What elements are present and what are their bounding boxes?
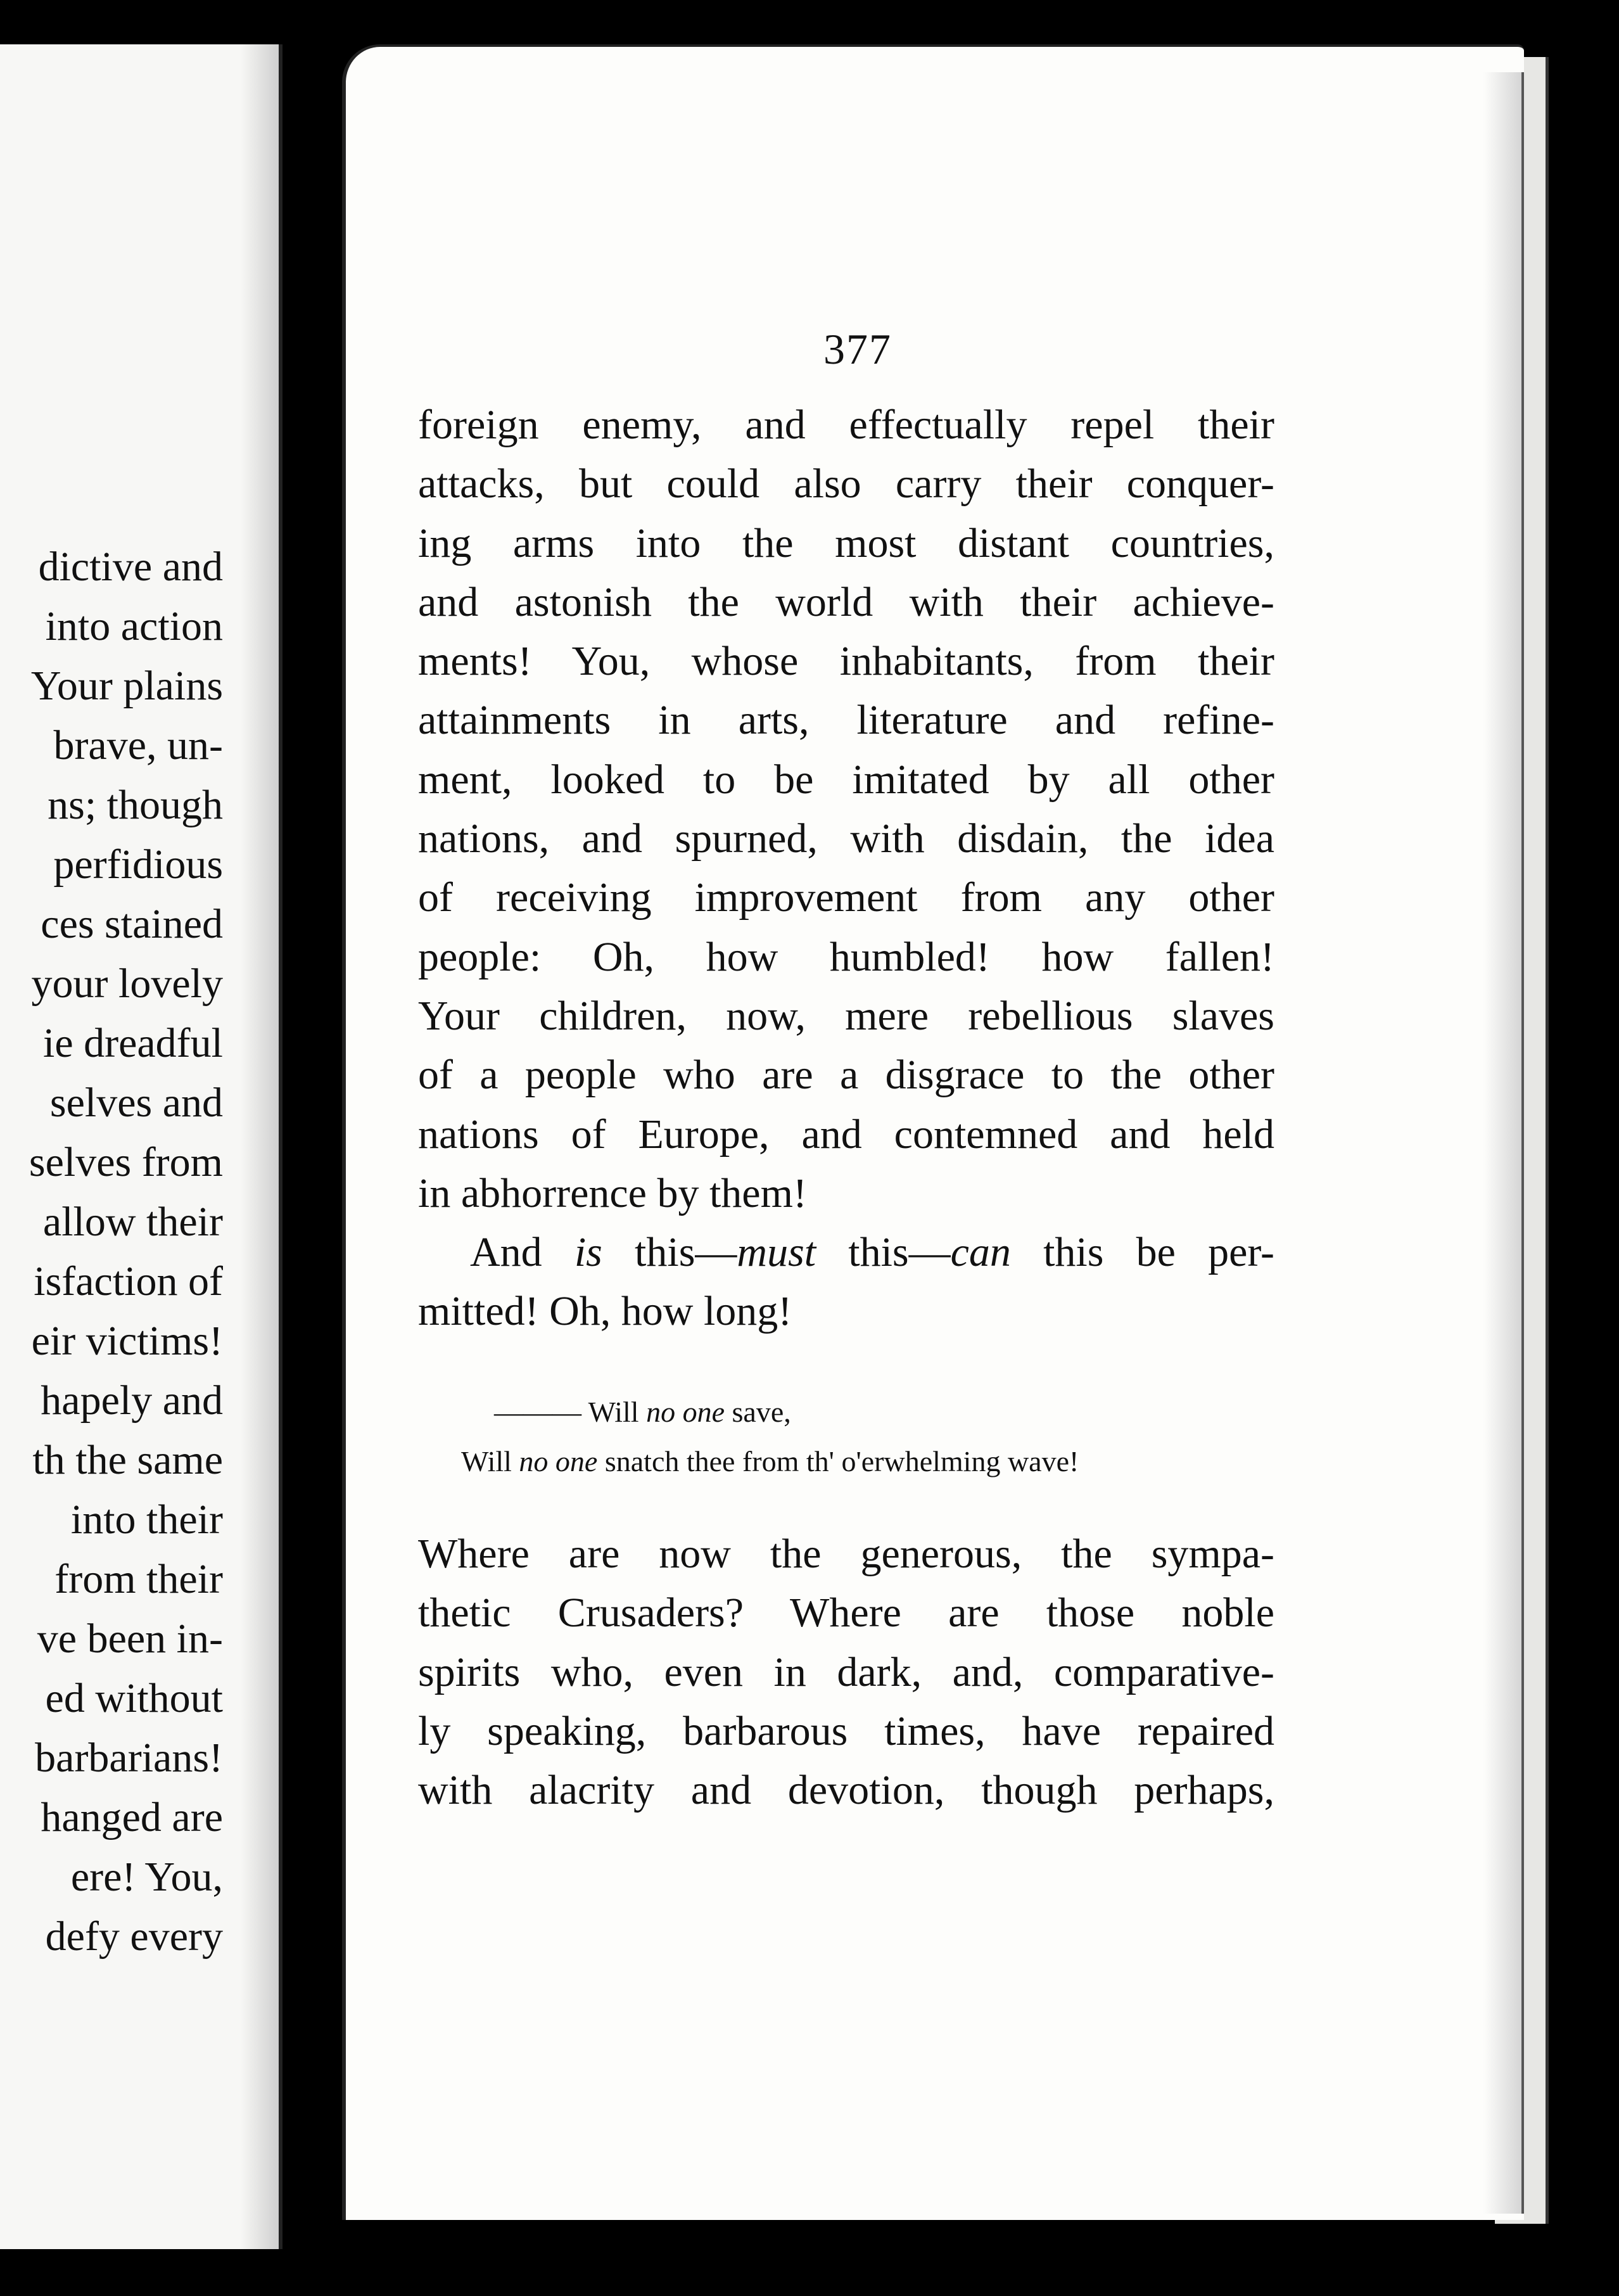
- left-line: hapely and: [41, 1377, 223, 1424]
- italic-run: no one: [646, 1396, 725, 1428]
- italic-run: no one: [519, 1445, 598, 1477]
- left-line: ns; though: [48, 782, 223, 828]
- text-run: And: [470, 1229, 575, 1276]
- left-line: ie dreadful: [42, 1020, 223, 1066]
- left-line: selves and: [49, 1080, 223, 1126]
- text-line: foreign enemy, and effectually repel their: [418, 402, 1274, 448]
- text-line: with alacrity and devotion, though perhaps,: [418, 1767, 1274, 1814]
- text-run: snatch thee from th' o'erwhelming wave!: [597, 1445, 1079, 1477]
- text-line: nations, and spurned, with disdain, the idea: [418, 815, 1274, 862]
- text-line: in abhorrence by them!: [418, 1170, 807, 1216]
- text-line: nations of Europe, and contemned and held: [418, 1111, 1274, 1158]
- text-line: people: Oh, how humbled! how fallen!: [418, 933, 1274, 980]
- quote-line-1: [443, 1387, 1267, 1437]
- paragraph-2-line-1: [418, 1223, 1274, 1282]
- text-line: and astonish the world with their achieve-: [418, 578, 1274, 625]
- quote-line-2: [443, 1437, 1267, 1486]
- text-line: Where are now the generous, the sympa-: [418, 1531, 1274, 1577]
- left-page-fragment: [0, 44, 283, 2249]
- left-line: defy every: [45, 1913, 223, 1960]
- text-line: ments! You, whose inhabitants, from their: [418, 638, 1274, 685]
- left-line: ere! You,: [70, 1854, 223, 1900]
- italic-run: can: [950, 1229, 1011, 1276]
- text-line: ment, looked to be imitated by all other: [418, 756, 1274, 803]
- left-page-text: [0, 537, 223, 1967]
- text-run: this—: [816, 1229, 951, 1276]
- left-line: allow their: [42, 1199, 223, 1245]
- left-line: barbarians!: [35, 1735, 223, 1781]
- left-line: selves from: [29, 1139, 223, 1185]
- left-line: your lovely: [31, 960, 223, 1007]
- text-line: Your children, now, mere rebellious slaves: [418, 992, 1274, 1039]
- text-run: Will: [461, 1445, 519, 1477]
- left-page-shadow: [241, 44, 279, 2249]
- text-line: of a people who are a disgrace to the other: [418, 1052, 1274, 1099]
- text-line: ing arms into the most distant countries,: [418, 520, 1274, 566]
- text-run: this be per-: [1010, 1229, 1275, 1276]
- left-line: Your plains: [30, 663, 223, 709]
- text-run: ——— Will: [494, 1396, 647, 1428]
- text-line: attainments in arts, literature and refine-: [418, 697, 1274, 744]
- italic-run: must: [737, 1229, 816, 1276]
- left-line: hanged are: [41, 1794, 223, 1840]
- left-line: into their: [70, 1496, 223, 1543]
- italic-run: is: [574, 1229, 602, 1276]
- left-line: dictive and: [38, 544, 223, 590]
- left-line: ed without: [45, 1675, 223, 1721]
- text-run: save,: [725, 1396, 791, 1428]
- paragraph-2-line-2: mitted! Oh, how long!: [418, 1288, 792, 1335]
- left-line: ve been in-: [37, 1616, 223, 1662]
- text-line: attacks, but could also carry their conquer-: [418, 461, 1274, 507]
- left-line: perfidious: [53, 841, 223, 888]
- left-line: isfaction of: [34, 1258, 223, 1304]
- left-line: eir victims!: [31, 1318, 223, 1364]
- verse-quotation: [443, 1387, 1267, 1486]
- right-page-shadow: [1483, 72, 1524, 2214]
- left-line: into action: [45, 603, 223, 649]
- left-line: brave, un-: [53, 722, 223, 769]
- page-number: 377: [823, 325, 892, 373]
- left-line: ces stained: [41, 901, 223, 947]
- text-line: of receiving improvement from any other: [418, 874, 1274, 921]
- text-line: spirits who, even in dark, and, comparative-: [418, 1649, 1274, 1695]
- text-line: thetic Crusaders? Where are those noble: [418, 1590, 1274, 1636]
- text-line: ly speaking, barbarous times, have repaired: [418, 1707, 1274, 1754]
- text-run: this—: [602, 1229, 737, 1276]
- left-line: from their: [54, 1556, 223, 1602]
- paragraph-continuation: [418, 395, 1274, 1341]
- paragraph-3: [418, 1524, 1274, 1820]
- left-line: th the same: [32, 1437, 223, 1483]
